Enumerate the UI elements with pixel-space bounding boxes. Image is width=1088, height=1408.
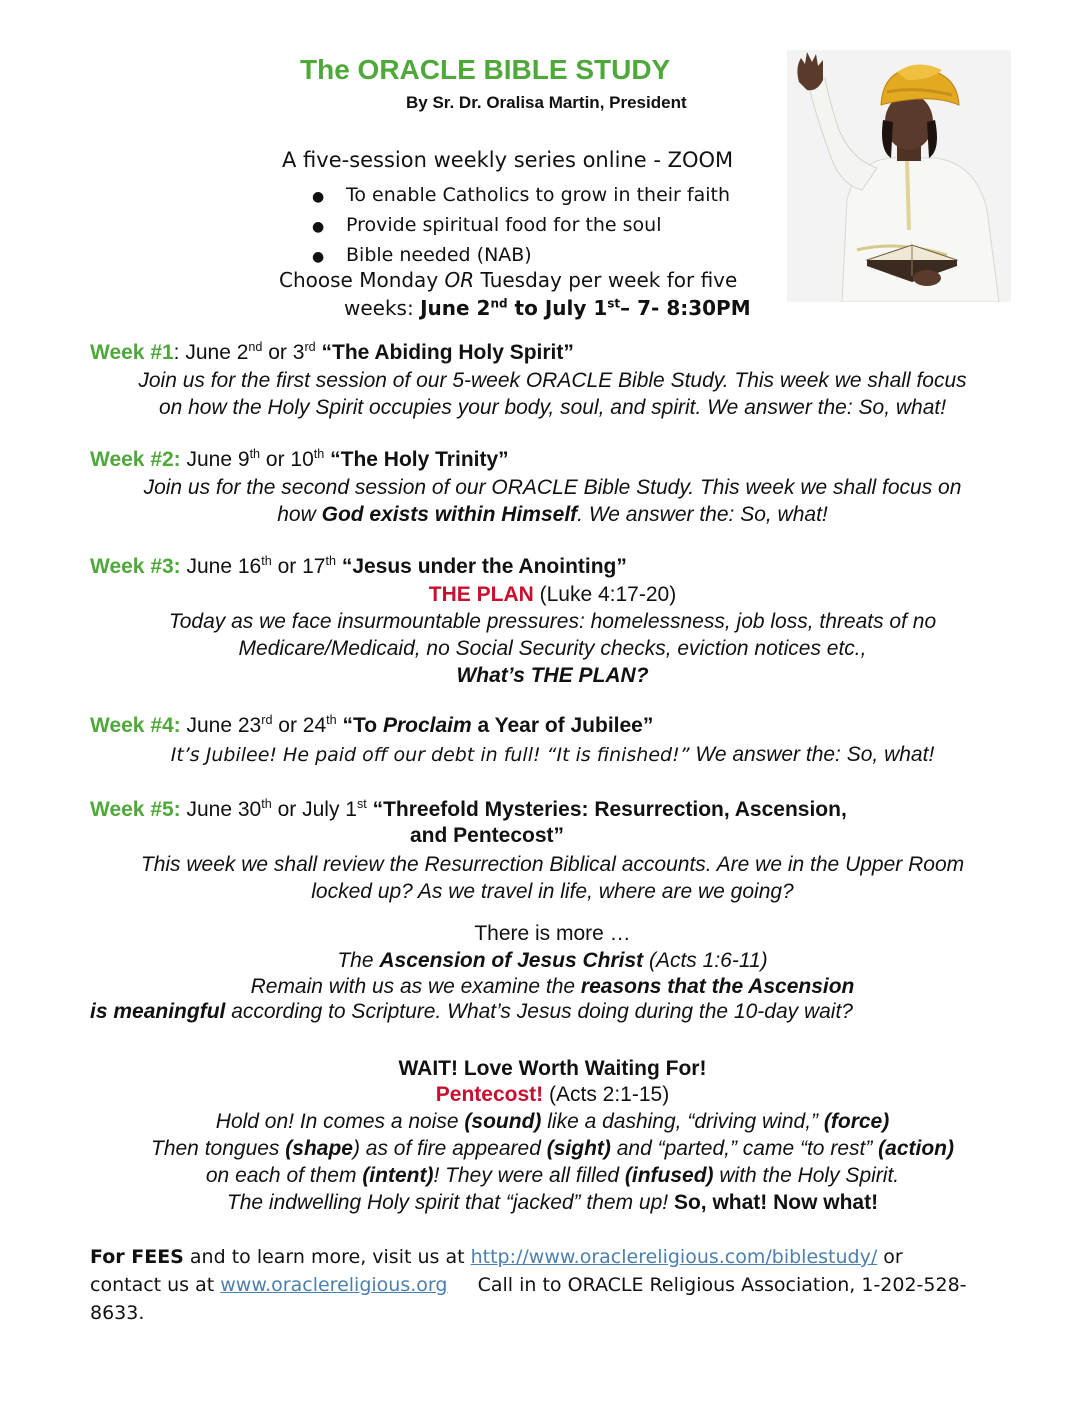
week-5-heading: Week #5: June 30th or July 1st “Threefold Mysteries: Resurrection, Ascension,	[90, 797, 847, 821]
pentecost-description: Hold on! In comes a noise (sound) like a dashing, “driving wind,” (force) Then tongues (shape) as of fire appeared (sight) and “parted,” came “to rest” (action) on each of them (intent)! They were all filled (infused) with the Holy Spirit. The indwelling Holy spirit that “jacked” them up! So, what! Now what!	[151, 1110, 954, 1214]
week-5-description: This week we shall review the Resurrection Biblical accounts. Are we in the Upper Room locked up? As we travel in life, where are we going?	[140, 853, 965, 903]
bullet-icon: ●	[312, 219, 325, 235]
series-description: A five-session weekly series online - ZOOM	[282, 148, 734, 172]
week-2-description: Join us for the second session of our ORACLE Bible Study. This week we shall focus on how God exists within Himself. We answer the: So, what!	[143, 476, 962, 526]
meaningful-line: is meaningful according to Scripture. What’s Jesus doing during the 10-day wait?	[90, 1000, 853, 1023]
oraclereligious-link[interactable]: www.oraclereligious.org	[220, 1274, 448, 1296]
schedule-line-2: weeks: June 2nd to July 1st– 7- 8:30PM	[344, 296, 751, 320]
week-4-description: It’s Jubilee! He paid off our debt in full! “It is finished!” We answer the: So, what!	[170, 743, 935, 766]
bullet-icon: ●	[312, 249, 325, 265]
contact-footer: For FEES and to learn more, visit us at http://www.oraclereligious.com/biblestudy/ or contact us at www.oraclereligious.org Call in to ORACLE Religious Association, 1-202-528- 8633.	[90, 1246, 967, 1324]
remain-line: Remain with us as we examine the reasons that the Ascension	[250, 975, 855, 998]
list-item: ● To enable Catholics to grow in their faith	[312, 180, 730, 210]
week-3-description: Today as we face insurmountable pressures: homelessness, job loss, threats of no Medicare/Medicaid, no Social Security checks, eviction notices etc., What’s THE PLAN?	[168, 610, 937, 687]
ascension-line: The Ascension of Jesus Christ (Acts 1:6-11)	[337, 949, 768, 972]
week-3-heading: Week #3: June 16th or 17th “Jesus under the Anointing”	[90, 554, 627, 578]
more-intro: There is more …	[474, 922, 631, 945]
week-2-heading: Week #2: June 9th or 10th “The Holy Trinity”	[90, 447, 509, 471]
list-item: ● Bible needed (NAB)	[312, 240, 730, 270]
pentecost-line: Pentecost! (Acts 2:1-15)	[435, 1083, 670, 1106]
page-title: The ORACLE BIBLE STUDY	[300, 54, 671, 85]
biblestudy-link[interactable]: http://www.oraclereligious.com/biblestudy/	[470, 1246, 878, 1268]
week-5-heading-cont: and Pentecost”	[410, 824, 565, 847]
week-4-heading: Week #4: June 23rd or 24th “To Proclaim a Year of Jubilee”	[90, 713, 654, 737]
week-3-plan: THE PLAN (Luke 4:17-20)	[428, 583, 677, 606]
list-item: ● Provide spiritual food for the soul	[312, 210, 730, 240]
week-1-description: Join us for the first session of our 5-week ORACLE Bible Study. This week we shall focus on how the Holy Spirit occupies your body, soul, and spirit. We answer the: So, what!	[138, 369, 967, 419]
byline: By Sr. Dr. Oralisa Martin, President	[406, 93, 687, 112]
schedule-line-1: Choose Monday OR Tuesday per week for five	[279, 268, 738, 292]
wait-heading: WAIT! Love Worth Waiting For!	[398, 1057, 707, 1080]
feature-list	[312, 180, 730, 270]
presenter-photo	[787, 50, 1011, 302]
bullet-icon: ●	[312, 189, 325, 205]
week-1-heading: Week #1: June 2nd or 3rd “The Abiding Holy Spirit”	[90, 340, 574, 364]
